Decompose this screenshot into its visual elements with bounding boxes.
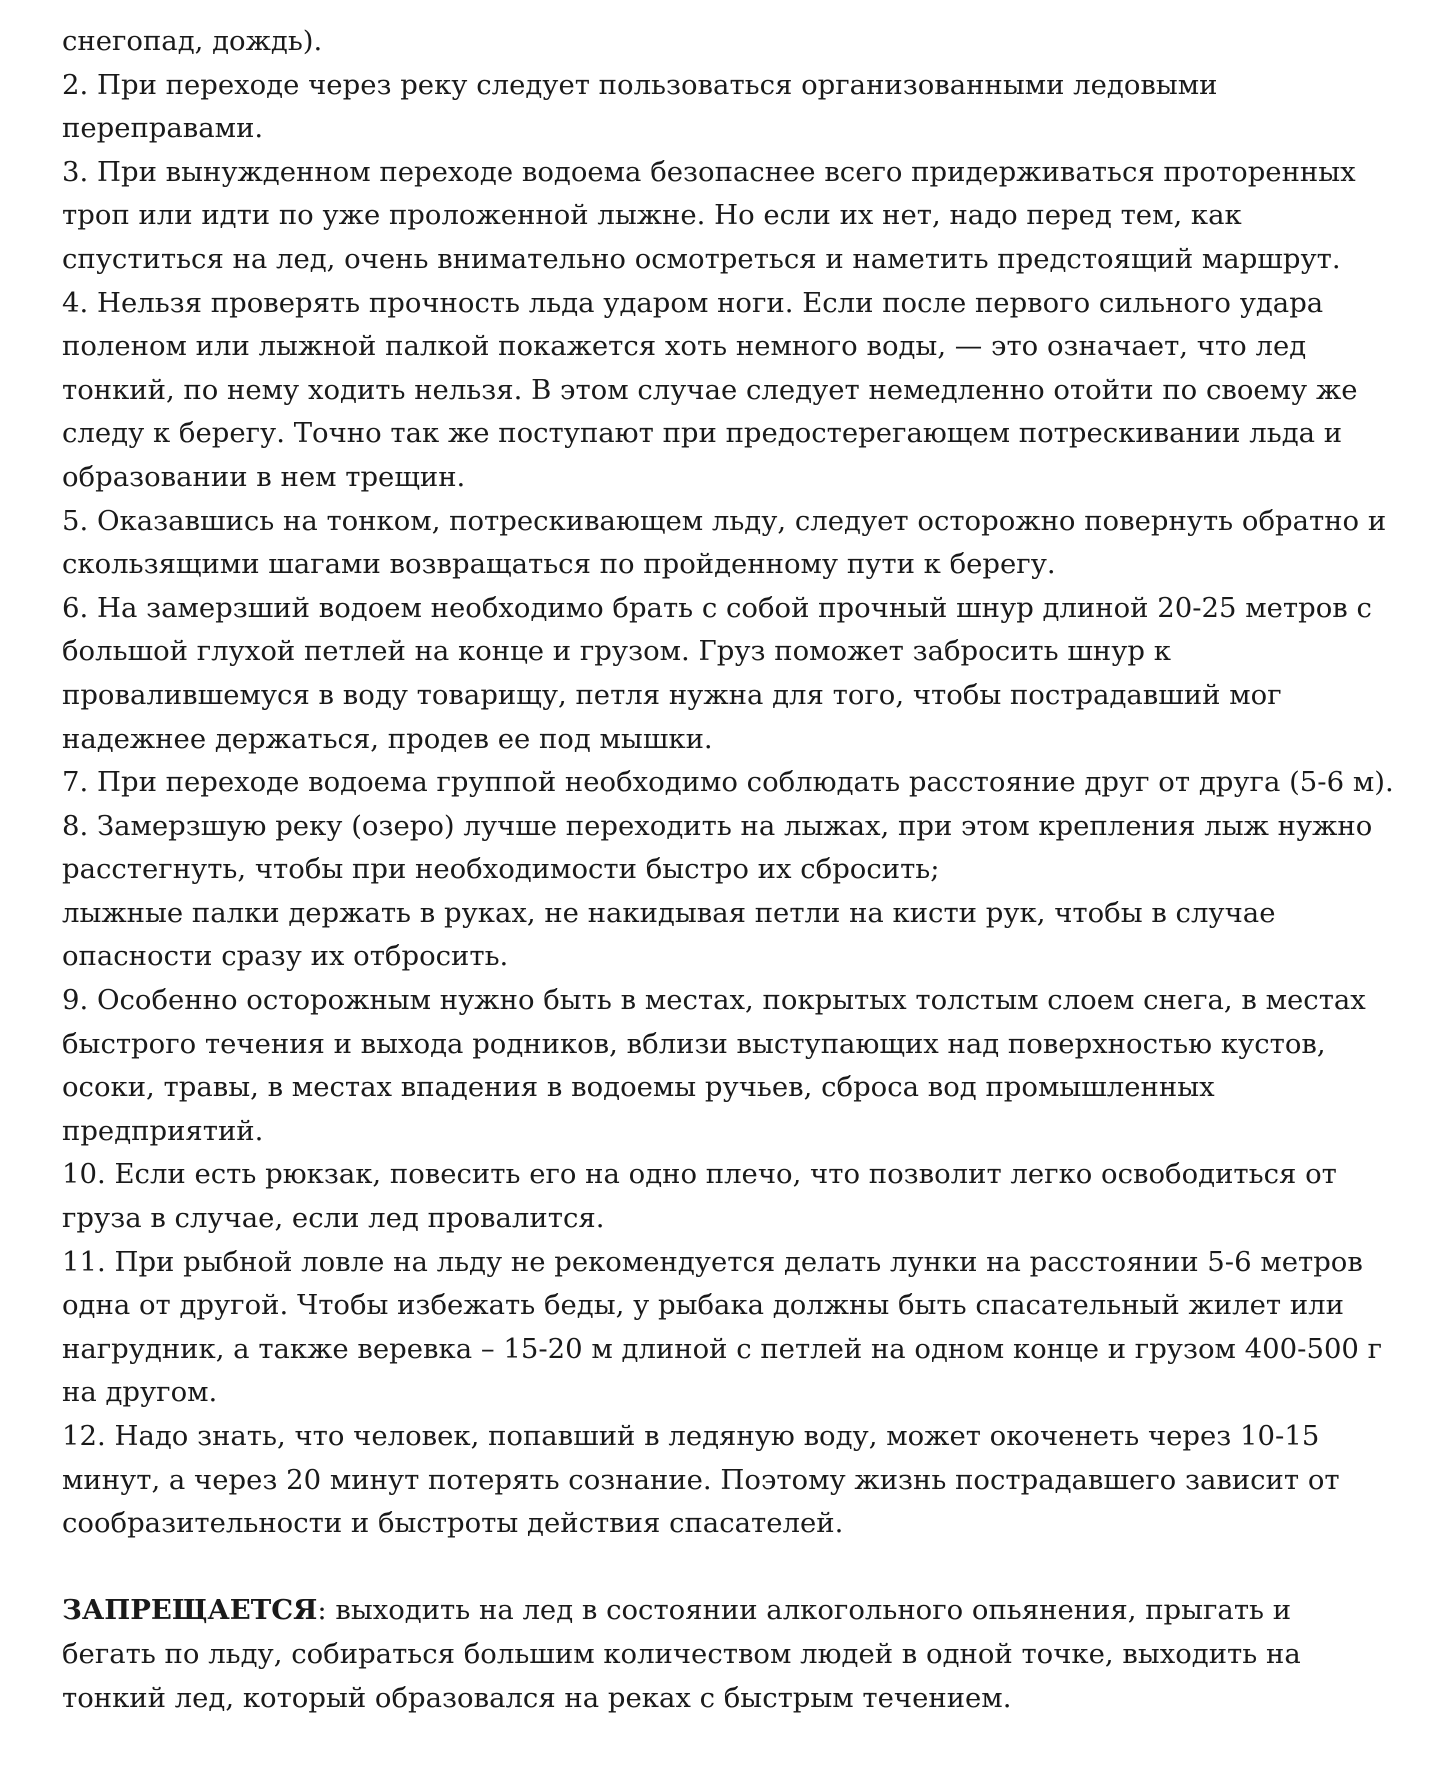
text-line: расстегнуть, чтобы при необходимости быстро их сбросить;	[62, 853, 940, 886]
text-line: одна от другой. Чтобы избежать беды, у рыбака должны быть спасательный жилет или	[62, 1289, 1344, 1322]
text-line: 5. Оказавшись на тонком, потрескивающем льду, следует осторожно повернуть обратно и	[62, 504, 1387, 537]
paragraph-gap	[62, 1546, 1392, 1590]
text-line: 3. При вынужденном переходе водоема безопаснее всего придерживаться проторенных	[62, 155, 1356, 188]
text-line: надежнее держаться, продев ее под мышки.	[62, 722, 713, 755]
warning-line: бегать по льду, собираться большим количеством людей в одной точке, выходить на	[62, 1637, 1301, 1670]
document-page	[62, 20, 1392, 1720]
text-line: нагрудник, а также веревка – 15-20 м длиной с петлей на одном конце и грузом 400-500 г	[62, 1332, 1383, 1365]
text-line: 6. На замерзший водоем необходимо брать с собой прочный шнур длиной 20-25 метров с	[62, 591, 1372, 624]
warning-first-line	[62, 1589, 1392, 1633]
text-line: большой глухой петлей на конце и грузом. Груз поможет забросить шнур к	[62, 635, 1171, 668]
text-line: троп или идти по уже проложенной лыжне. Но если их нет, надо перед тем, как	[62, 199, 1242, 232]
text-line: 10. Если есть рюкзак, повесить его на одно плечо, что позволит легко освободиться от	[62, 1158, 1337, 1191]
text-line: сообразительности и быстроты действия спасателей.	[62, 1507, 844, 1540]
text-line: быстрого течения и выхода родников, вблизи выступающих над поверхностью кустов,	[62, 1027, 1326, 1060]
text-line: осоки, травы, в местах впадения в водоемы ручьев, сброса вод промышленных	[62, 1071, 1215, 1104]
text-line: груза в случае, если лед провалится.	[62, 1202, 605, 1235]
text-line: 9. Особенно осторожным нужно быть в местах, покрытых толстым слоем снега, в местах	[62, 984, 1366, 1017]
warning-paragraph	[62, 1589, 1392, 1720]
text-line: скользящими шагами возвращаться по пройденному пути к берегу.	[62, 548, 1056, 581]
text-line: снегопад, дождь).	[62, 25, 323, 57]
text-line: опасности сразу их отбросить.	[62, 940, 509, 973]
text-line: следу к берегу. Точно так же поступают при предостерегающем потрескивании льда и	[62, 417, 1343, 450]
text-line: 12. Надо знать, что человек, попавший в ледяную воду, может окоченеть через 10-15	[62, 1420, 1320, 1452]
text-line: 11. При рыбной ловле на льду не рекомендуется делать лунки на расстоянии 5-6 метров	[62, 1245, 1363, 1278]
text-line: минут, а через 20 минут потерять сознание. Поэтому жизнь пострадавшего зависит от	[62, 1463, 1340, 1496]
warning-label: ЗАПРЕЩАЕТСЯ	[62, 1594, 318, 1627]
text-line: тонкий, по нему ходить нельзя. В этом случае следует немедленно отойти по своему же	[62, 373, 1358, 406]
text-line: 8. Замерзшую реку (озеро) лучше переходить на лыжах, при этом крепления лыж нужно	[62, 809, 1373, 842]
text-line: лыжные палки держать в руках, не накидывая петли на кисти рук, чтобы в случае	[62, 896, 1276, 929]
text-line: 2. При переходе через реку следует пользоваться организованными ледовыми	[62, 68, 1218, 101]
document-body	[62, 20, 1392, 1546]
text-line: 7. При переходе водоема группой необходимо соблюдать расстояние друг от друга (5-6 м).	[62, 766, 1394, 799]
text-line: поленом или лыжной палкой покажется хоть немного воды, — это означает, что лед	[62, 330, 1307, 363]
text-line: спуститься на лед, очень внимательно осмотреться и наметить предстоящий маршрут.	[62, 242, 1341, 275]
text-line: на другом.	[62, 1376, 218, 1409]
text-line: предприятий.	[62, 1114, 264, 1147]
text-line: переправами.	[62, 112, 264, 145]
text-line: 4. Нельзя проверять прочность льда ударом ноги. Если после первого сильного удара	[62, 286, 1324, 319]
warning-first-line-text: : выходить на лед в состоянии алкогольного опьянения, прыгать и	[317, 1594, 1292, 1627]
warning-line: тонкий лед, который образовался на реках с быстрым течением.	[62, 1681, 1012, 1714]
text-line: образовании в нем трещин.	[62, 460, 466, 493]
text-line: провалившемуся в воду товарищу, петля нужна для того, чтобы пострадавший мог	[62, 678, 1282, 711]
